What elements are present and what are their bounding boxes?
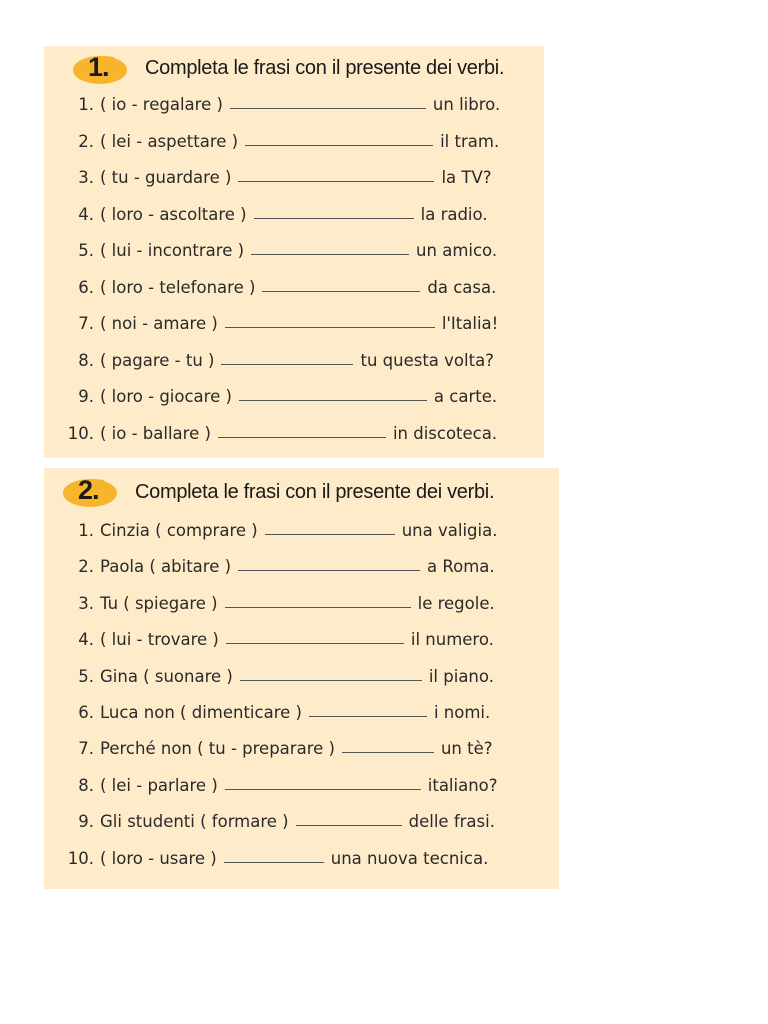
item-ending: un amico. <box>416 241 498 260</box>
exercise-number-badge <box>60 476 118 508</box>
item-prompt: Cinzia ( comprare ) <box>100 521 258 540</box>
item-ending: l'Italia! <box>441 314 499 333</box>
item-ending: italiano? <box>427 775 498 795</box>
item-ending: una valigia. <box>401 521 498 540</box>
item-ending: delle frasi. <box>408 812 495 832</box>
item-number: 10. <box>67 423 94 443</box>
item-prompt: ( lei - aspettare ) <box>100 131 239 151</box>
item-ending: la radio. <box>420 204 488 224</box>
item-ending: le regole. <box>417 593 495 613</box>
answer-blank[interactable] <box>296 825 402 826</box>
item-number: 8. <box>78 350 94 370</box>
answer-blank[interactable] <box>251 254 409 255</box>
exercise-title: Completa le frasi con il presente dei verbi. <box>135 481 495 503</box>
item-ending: la TV? <box>441 168 492 187</box>
item-number: 10. <box>67 848 94 868</box>
answer-blank[interactable] <box>265 534 395 535</box>
answer-blank[interactable] <box>225 789 421 790</box>
item-prompt: ( lui - trovare ) <box>100 630 219 650</box>
item-number: 9. <box>78 387 94 406</box>
item-prompt: ( lei - parlare ) <box>100 775 218 795</box>
item-number: 3. <box>78 593 94 613</box>
item-ending: a carte. <box>433 387 498 406</box>
item-number: 5. <box>78 666 94 686</box>
exercise-item <box>64 168 492 187</box>
exercise-item <box>64 387 497 406</box>
answer-blank[interactable] <box>226 643 404 644</box>
item-number: 3. <box>78 168 94 187</box>
item-prompt: Gina ( suonare ) <box>100 666 233 686</box>
item-prompt: ( loro - ascoltare ) <box>100 204 247 224</box>
answer-blank[interactable] <box>240 680 422 681</box>
item-ending: una nuova tecnica. <box>330 848 489 868</box>
exercise-1-panel <box>44 46 544 458</box>
item-ending: i nomi. <box>433 703 491 722</box>
item-prompt: ( loro - giocare ) <box>100 387 232 406</box>
exercise-1-header <box>44 46 544 96</box>
answer-blank[interactable] <box>224 862 324 863</box>
answer-blank[interactable] <box>309 716 427 717</box>
exercise-item <box>48 594 495 613</box>
exercise-item <box>64 424 497 443</box>
exercise-item <box>64 314 498 333</box>
exercise-item <box>48 630 494 649</box>
answer-blank[interactable] <box>262 291 420 292</box>
item-number: 9. <box>78 812 94 832</box>
item-prompt: ( loro - telefonare ) <box>100 277 256 297</box>
exercise-item <box>64 95 500 114</box>
answer-blank[interactable] <box>230 108 426 109</box>
answer-blank[interactable] <box>239 400 427 401</box>
item-number: 7. <box>78 739 94 759</box>
exercise-item <box>48 667 494 686</box>
item-prompt: Luca non ( dimenticare ) <box>100 703 302 722</box>
exercise-item <box>48 776 498 795</box>
item-number: 1. <box>78 95 94 114</box>
item-ending: da casa. <box>427 277 497 297</box>
item-number: 6. <box>78 703 94 722</box>
item-prompt: Gli studenti ( formare ) <box>100 812 289 832</box>
exercise-item <box>48 521 497 540</box>
item-number: 8. <box>78 775 94 795</box>
item-number: 4. <box>78 204 94 224</box>
item-number: 6. <box>78 277 94 297</box>
item-ending: a Roma. <box>427 557 495 577</box>
answer-blank[interactable] <box>218 437 386 438</box>
answer-blank[interactable] <box>254 218 414 219</box>
exercise-item <box>64 132 499 151</box>
answer-blank[interactable] <box>245 145 433 146</box>
exercise-item <box>48 557 495 576</box>
exercise-item <box>64 241 497 260</box>
exercise-2-panel <box>44 468 559 889</box>
item-prompt: ( noi - amare ) <box>100 314 218 333</box>
exercise-item <box>48 739 493 758</box>
answer-blank[interactable] <box>225 607 411 608</box>
item-prompt: ( tu - guardare ) <box>100 168 232 187</box>
answer-blank[interactable] <box>221 364 353 365</box>
item-prompt: ( pagare - tu ) <box>100 350 215 370</box>
exercise-item <box>48 703 490 722</box>
exercise-number-badge <box>70 53 128 85</box>
item-prompt: ( io - regalare ) <box>100 95 223 114</box>
answer-blank[interactable] <box>342 752 434 753</box>
item-ending: un tè? <box>440 739 493 759</box>
item-ending: un libro. <box>432 95 501 114</box>
item-number: 4. <box>78 630 94 650</box>
exercise-item <box>48 849 488 868</box>
exercise-number: 2. <box>78 475 99 505</box>
item-prompt: ( lui - incontrare ) <box>100 241 245 260</box>
answer-blank[interactable] <box>225 327 435 328</box>
item-number: 2. <box>78 131 94 151</box>
item-number: 7. <box>78 314 94 333</box>
item-ending: il tram. <box>440 131 500 151</box>
exercise-item <box>64 278 496 297</box>
item-ending: il numero. <box>410 630 494 650</box>
item-number: 1. <box>78 521 94 540</box>
item-prompt: Tu ( spiegare ) <box>100 593 218 613</box>
exercise-2-header <box>44 468 559 518</box>
exercise-item <box>64 351 494 370</box>
item-ending: il piano. <box>428 666 494 686</box>
answer-blank[interactable] <box>238 570 420 571</box>
item-prompt: ( io - ballare ) <box>100 423 211 443</box>
item-ending: in discoteca. <box>392 423 498 443</box>
item-ending: tu questa volta? <box>360 350 494 370</box>
item-prompt: Perché non ( tu - preparare ) <box>100 739 335 759</box>
answer-blank[interactable] <box>238 181 434 182</box>
item-number: 2. <box>78 557 94 577</box>
exercise-item <box>48 812 495 831</box>
item-prompt: Paola ( abitare ) <box>100 557 232 577</box>
exercise-number: 1. <box>88 52 109 82</box>
exercise-item <box>64 205 488 224</box>
item-prompt: ( loro - usare ) <box>100 848 217 868</box>
item-number: 5. <box>78 241 94 260</box>
exercise-title: Completa le frasi con il presente dei verbi. <box>145 57 505 79</box>
